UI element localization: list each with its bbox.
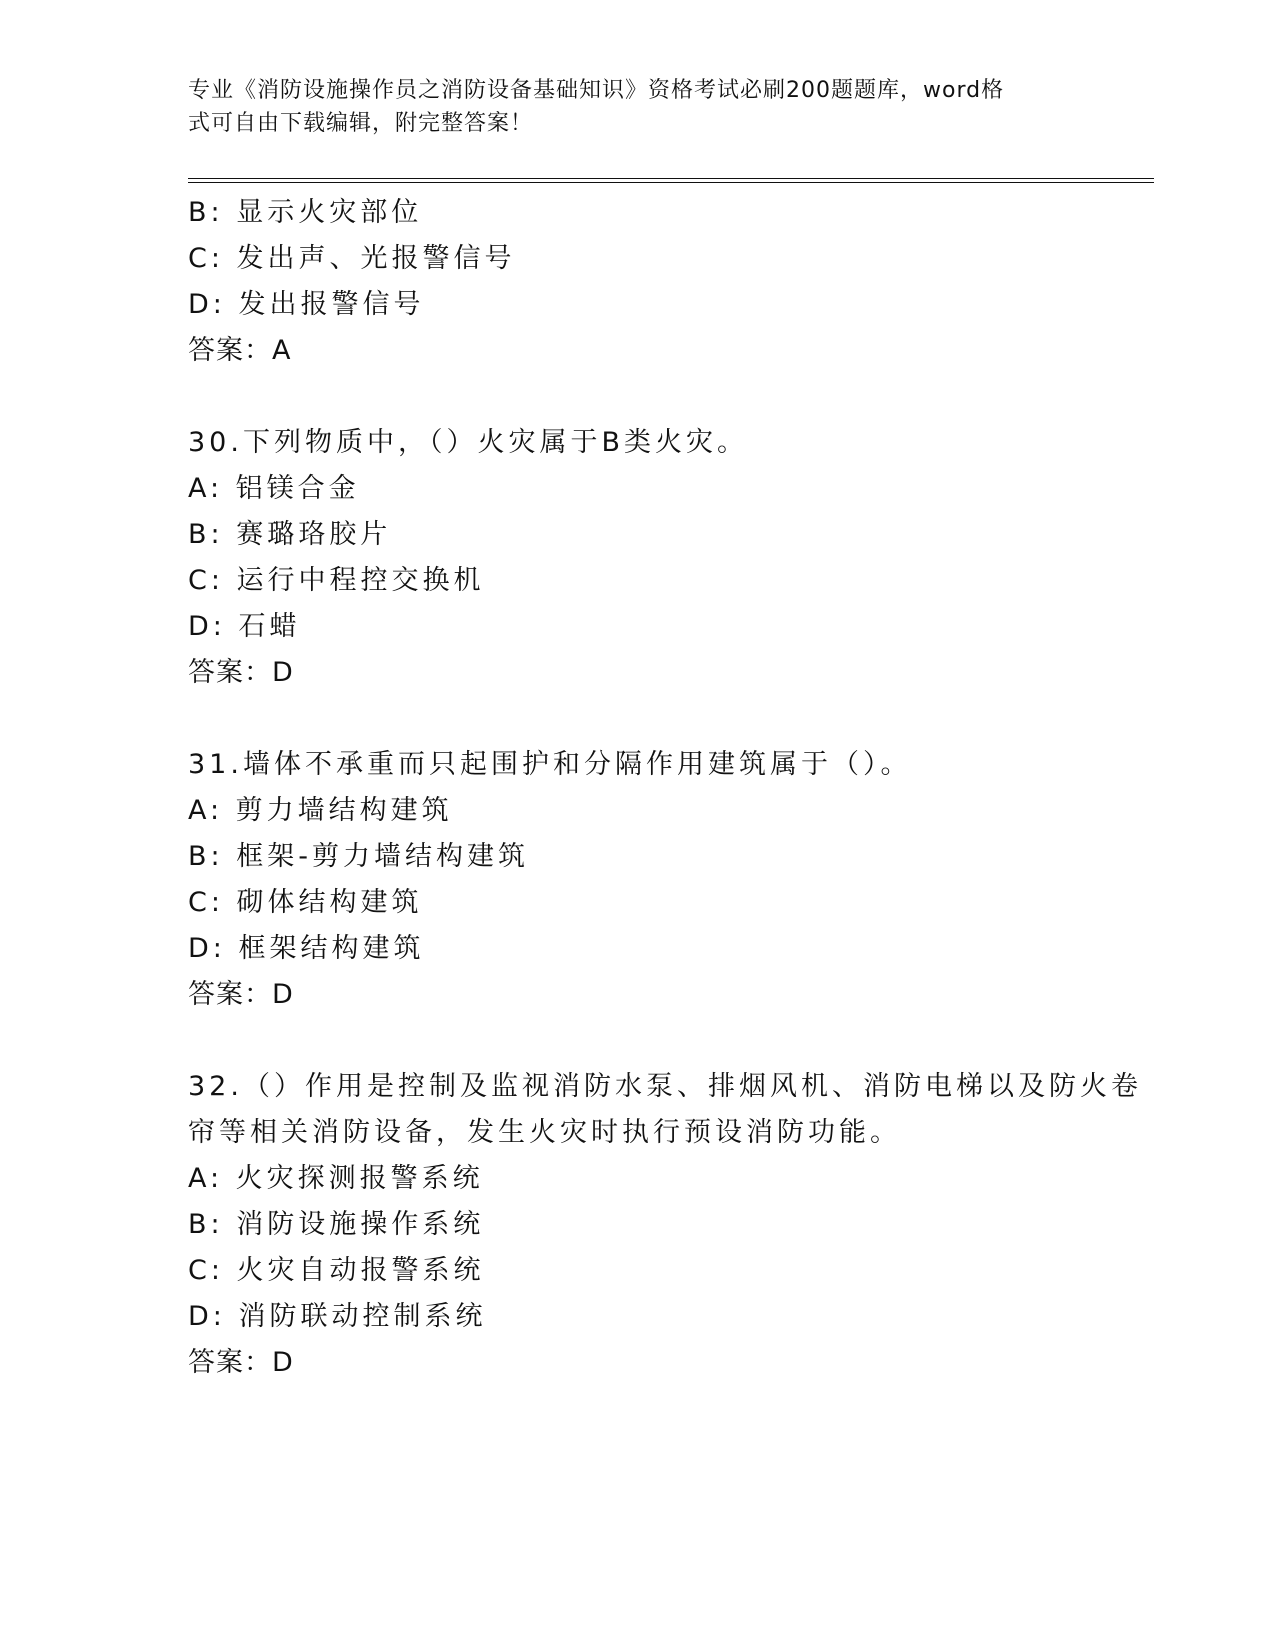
option-c: C: 运行中程控交换机 [188, 565, 485, 596]
option-b: B: 赛璐珞胶片 [188, 519, 392, 550]
option-c: C: 砌体结构建筑 [188, 887, 423, 918]
spacer [188, 1018, 1088, 1064]
option-d: D: 发出报警信号 [188, 289, 425, 320]
header-divider-top [188, 178, 1154, 179]
answer-line: 答案：D [188, 1347, 294, 1378]
option-a: A: 剪力墙结构建筑 [188, 795, 453, 826]
spacer [188, 374, 1088, 420]
answer-line: 答案：D [188, 979, 294, 1010]
option-d: D: 石蜡 [188, 611, 301, 642]
question-stem: 31.墙体不承重而只起围护和分隔作用建筑属于（）。 [188, 749, 912, 780]
option-b: B: 显示火灾部位 [188, 197, 423, 228]
document-header [188, 74, 1068, 140]
option-d: D: 消防联动控制系统 [188, 1301, 487, 1332]
option-d: D: 框架结构建筑 [188, 933, 425, 964]
answer-line: 答案：D [188, 657, 294, 688]
continued-question [188, 190, 1088, 374]
header-line-2: 式可自由下载编辑，附完整答案！ [188, 111, 534, 136]
question-32 [188, 1064, 1142, 1386]
option-a: A: 火灾探测报警系统 [188, 1163, 484, 1194]
question-stem-line-2: 帘等相关消防设备，发生火灾时执行预设消防功能。 [188, 1117, 901, 1148]
option-a: A: 铝镁合金 [188, 473, 360, 504]
question-stem: 30.下列物质中，（）火灾属于B类火灾。 [188, 427, 748, 458]
header-divider-bottom [188, 182, 1154, 183]
question-30 [188, 420, 1088, 696]
option-b: B: 框架-剪力墙结构建筑 [188, 841, 529, 872]
option-c: C: 火灾自动报警系统 [188, 1255, 485, 1286]
question-list [188, 190, 1142, 1386]
option-c: C: 发出声、光报警信号 [188, 243, 516, 274]
header-line-1: 专业《消防设施操作员之消防设备基础知识》资格考试必刷200题题库，word格 [188, 78, 1005, 103]
answer-line: 答案：A [188, 335, 292, 366]
option-b: B: 消防设施操作系统 [188, 1209, 485, 1240]
question-stem-line-1: 32.（）作用是控制及监视消防水泵、排烟风机、消防电梯以及防火卷 [188, 1071, 1142, 1102]
spacer [188, 696, 1088, 742]
question-31 [188, 742, 1088, 1018]
